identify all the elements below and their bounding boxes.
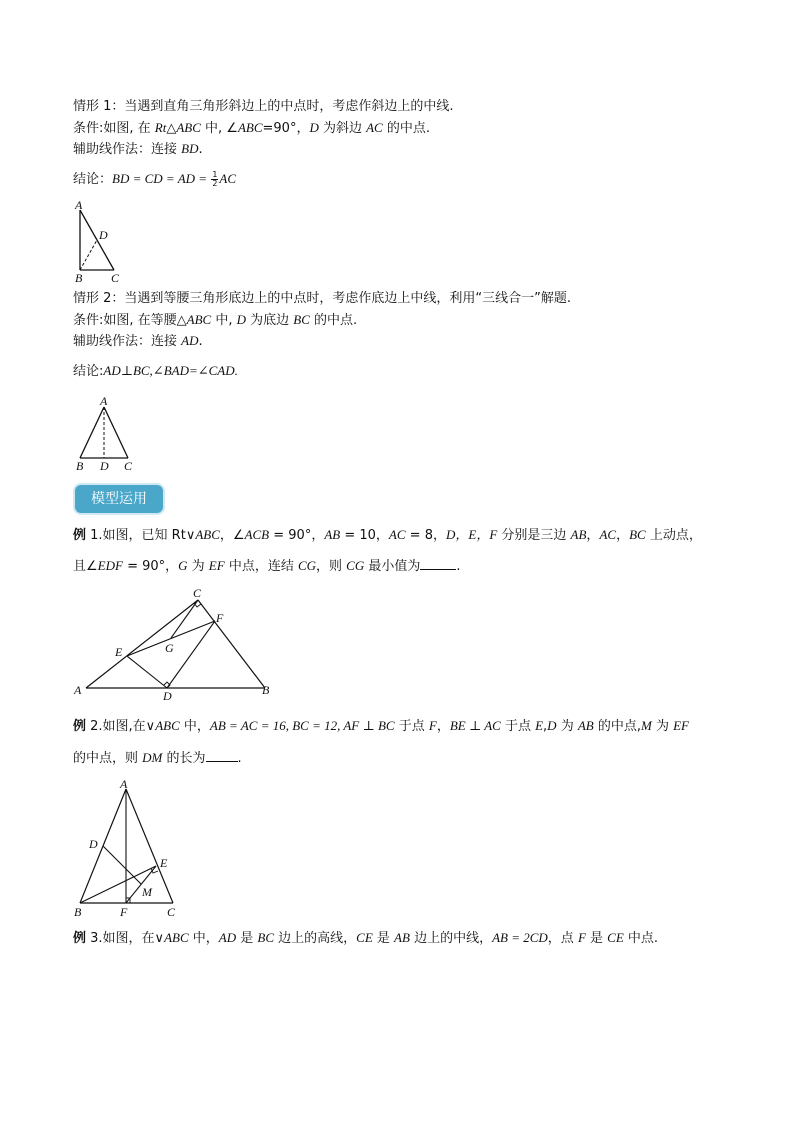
label-c: C bbox=[111, 271, 120, 285]
label-a: A bbox=[74, 683, 82, 697]
label-a: A bbox=[120, 777, 128, 791]
label-c: C bbox=[167, 905, 176, 919]
label-b: B bbox=[262, 683, 270, 697]
label-e: E bbox=[160, 856, 168, 870]
case1-method: 辅助线作法：连接 BD. bbox=[73, 141, 203, 157]
fraction-one-half: $\frac{1}{2}$ bbox=[212, 170, 218, 188]
case1-figure bbox=[70, 200, 140, 288]
ex2-figure bbox=[70, 775, 190, 920]
label-d: D bbox=[163, 689, 172, 703]
case2-figure bbox=[72, 395, 142, 475]
label-m: M bbox=[142, 885, 152, 899]
case2-method: 辅助线作法：连接 AD. bbox=[73, 333, 203, 349]
label-a: A bbox=[100, 394, 108, 408]
ex3-line: 例 3.如图，在∨ABC 中，AD 是 BC 边上的高线，CE 是 AB 边上的中线，AB = 2CD，点 F 是 CE 中点. bbox=[73, 930, 659, 946]
label-b: B bbox=[74, 905, 82, 919]
label-g: G bbox=[165, 641, 174, 655]
case2-title: 情形 2：当遇到等腰三角形底边上的中点时，考虑作底边上中线，利用“三线合一”解题. bbox=[73, 291, 572, 306]
label-b: B bbox=[75, 271, 83, 285]
ex2-line1: 例 2.如图,在∨ABC 中，AB = AC = 16, BC = 12, AF ⊥ BC 于点 F，BE ⊥ AC 于点 E,D 为 AB 的中点,M 为 EF bbox=[73, 718, 689, 734]
case2-conclusion: 结论:AD⊥BC,∠BAD=∠CAD. bbox=[73, 363, 238, 379]
answer-blank bbox=[420, 557, 456, 570]
ex1-line2: 且∠EDF = 90°，G 为 EF 中点，连结 CG，则 CG 最小值为 . bbox=[73, 558, 461, 574]
label-f: F bbox=[120, 905, 128, 919]
label-a: A bbox=[75, 198, 83, 212]
model-application-badge: 模型运用 bbox=[75, 485, 163, 513]
label-d: D bbox=[89, 837, 98, 851]
label-d: D bbox=[100, 459, 109, 473]
label-d: D bbox=[99, 228, 108, 242]
label-e: E bbox=[115, 645, 123, 659]
label-c: C bbox=[124, 459, 133, 473]
ex1-line1: 例 1.如图，已知 Rt∨ABC，∠ACB = 90°，AB = 10，AC = 8，D，E，F 分别是三边 AB，AC，BC 上动点， bbox=[73, 527, 702, 543]
label-b: B bbox=[76, 459, 84, 473]
answer-blank bbox=[206, 749, 238, 762]
case2-condition: 条件:如图, 在等腰△ABC 中, D 为底边 BC 的中点. bbox=[73, 312, 358, 328]
label-c: C bbox=[193, 586, 202, 600]
case1-conclusion: 结论：BD = CD = AD = $\frac{1}{2}$ AC bbox=[73, 170, 237, 188]
ex1-figure bbox=[70, 585, 285, 703]
case1-condition: 条件:如图, 在 Rt△ABC 中, ∠ABC=90°，D 为斜边 AC 的中点. bbox=[73, 120, 430, 136]
case1-title: 情形 1：当遇到直角三角形斜边上的中点时，考虑作斜边上的中线. bbox=[73, 99, 454, 114]
ex2-line2: 的中点，则 DM 的长为 . bbox=[73, 750, 242, 766]
label-f: F bbox=[216, 611, 224, 625]
